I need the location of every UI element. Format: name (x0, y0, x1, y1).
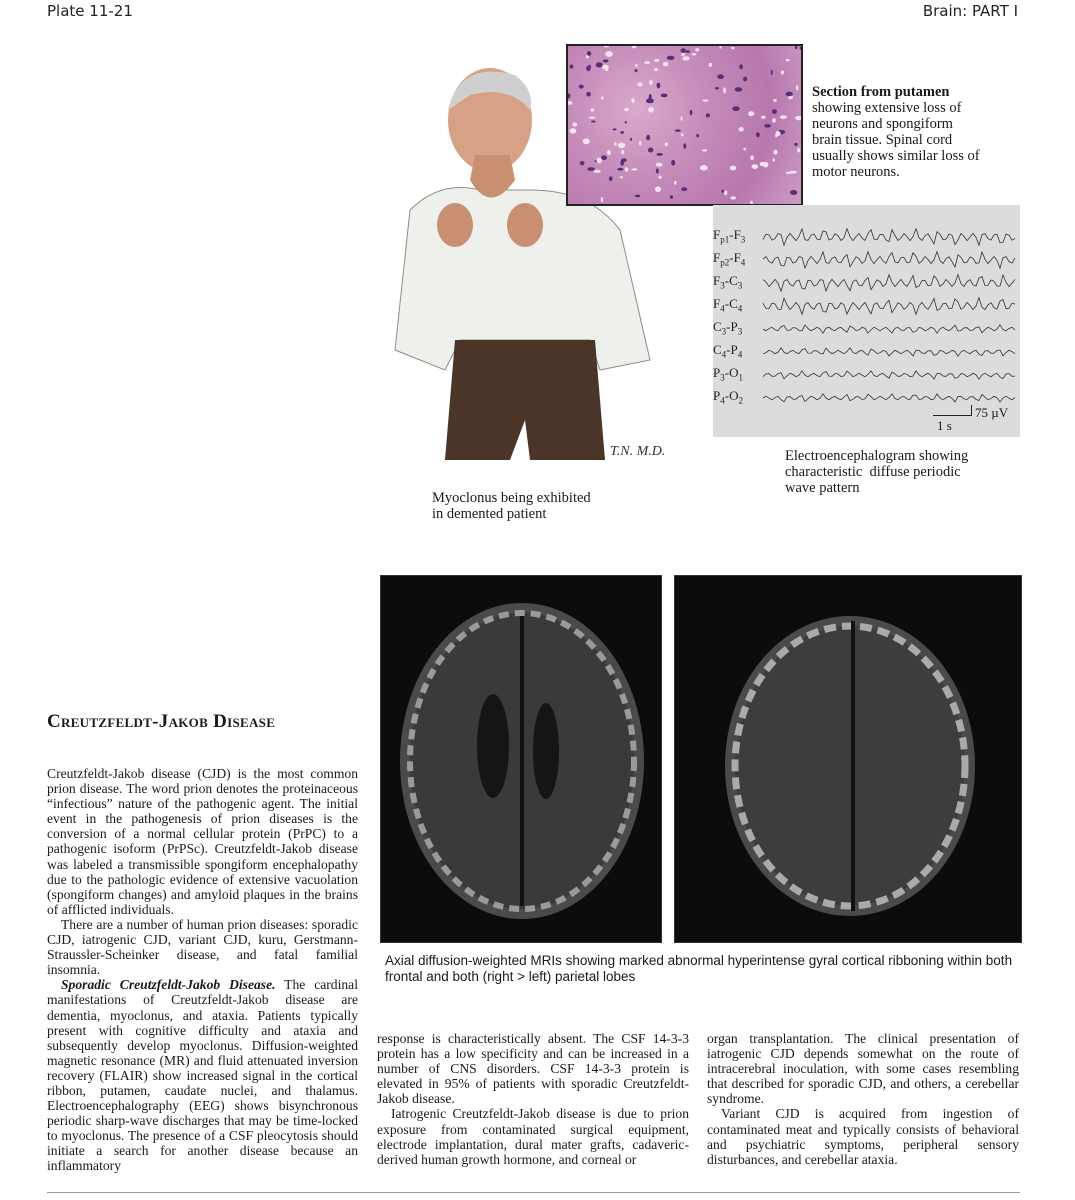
cell-mark (780, 115, 787, 119)
cell-mark (605, 51, 613, 57)
eeg-channel-label (713, 227, 745, 245)
cell-mark (667, 56, 675, 60)
article-title: Creutzfeldt-Jakob Disease (47, 711, 276, 732)
eeg-label-part: 3 (740, 234, 746, 245)
cell-mark (569, 65, 573, 69)
cell-mark (702, 149, 707, 151)
cell-mark (579, 85, 584, 89)
cell-mark (750, 201, 753, 204)
eeg-channel-label (713, 296, 742, 314)
cell-mark (635, 64, 638, 67)
iatrogenic-paragraph: Iatrogenic Creutzfeldt-Jakob disease is due to prion exposure from contaminated surgical equipment, electrode implantation, dural mater grafts, cadaveric-derived human growth hormone, and corneal or (377, 1106, 689, 1167)
cell-mark (682, 56, 689, 60)
eeg-trace (763, 298, 1015, 315)
cell-mark (681, 116, 683, 120)
eeg-label-part: P (713, 388, 721, 403)
eeg-label-part: -C (724, 273, 738, 288)
cell-mark (583, 138, 590, 144)
eeg-label-part: -P (726, 319, 738, 334)
cell-mark (789, 171, 797, 174)
cell-mark (639, 141, 641, 146)
cell-mark (686, 50, 690, 53)
cell-mark (772, 158, 774, 161)
cell-mark (655, 186, 661, 191)
cell-mark (739, 127, 744, 131)
cell-mark (656, 168, 659, 173)
eeg-label-part: p2 (720, 257, 730, 268)
histology-caption-title: Section from putamen (812, 84, 950, 100)
eeg-label-part: -P (726, 342, 738, 357)
eeg-label-part: P (713, 365, 721, 380)
cell-mark (772, 109, 777, 114)
cell-mark (781, 70, 784, 74)
cell-mark (735, 87, 743, 92)
cell-mark (601, 96, 604, 99)
cell-mark (593, 170, 600, 173)
cell-mark (656, 163, 663, 167)
cell-mark (795, 46, 798, 49)
cell-mark (659, 175, 662, 178)
cell-mark (756, 132, 760, 137)
csf-paragraph: response is characteristically absent. The CSF 14-3-3 protein has a low specificity and can be increased in a number of CNS disorders. CSF 14-3-3 protein is elevated in 95% of patients with sporadic Creutzfeldt-Jakob disease. (377, 1031, 689, 1107)
cell-mark (646, 135, 650, 140)
eeg-caption-2: characteristic diffuse periodic (785, 464, 961, 480)
cell-mark (761, 116, 766, 119)
cell-mark (706, 113, 710, 117)
cell-mark (609, 176, 613, 181)
eeg-trace (763, 229, 1015, 246)
cell-mark (624, 108, 629, 111)
mri-image-left (380, 575, 662, 943)
histology-caption: showing extensive loss of neurons and spongiform brain tissue. Spinal cord usually shows similar loss of motor neurons. (812, 100, 980, 180)
cell-mark (764, 124, 771, 128)
eeg-trace (763, 348, 1015, 356)
cell-mark (790, 190, 797, 195)
cell-mark (772, 118, 775, 122)
cell-mark (617, 168, 623, 171)
patient-caption-1: Myoclonus being exhibited (432, 490, 591, 506)
eeg-amp-scale-bar (971, 405, 972, 416)
cell-mark (580, 161, 585, 165)
cell-mark (786, 59, 790, 61)
cell-mark (715, 87, 719, 89)
cell-mark (632, 46, 637, 48)
cell-mark (797, 148, 800, 153)
eeg-label-part: 4 (720, 303, 725, 314)
cell-mark (586, 92, 591, 97)
eeg-trace (763, 394, 1015, 402)
sporadic-heading: Sporadic Creutzfeldt-Jakob Disease. (61, 977, 276, 993)
cell-mark (591, 121, 595, 123)
cell-mark (648, 107, 654, 112)
cell-mark (692, 53, 697, 56)
eeg-label-part: C (713, 319, 722, 334)
cell-mark (621, 150, 624, 154)
cell-mark (630, 138, 632, 141)
eeg-time-scale-bar (933, 415, 971, 416)
plate-number: Plate 11-21 (47, 2, 133, 20)
cell-mark (690, 110, 693, 116)
eeg-label-part: 3 (721, 326, 727, 337)
cell-mark (603, 59, 609, 62)
eeg-channel-label (713, 388, 743, 406)
cell-mark (596, 157, 602, 163)
mri-caption: Axial diffusion-weighted MRIs showing marked abnormal hyperintense gyral cortical ribboning within both frontal and both (right > left) parietal lobes (385, 953, 1013, 984)
cell-mark (743, 77, 747, 82)
eeg-channel-label (713, 250, 745, 268)
cell-mark (596, 62, 603, 67)
eeg-label-part: 3 (737, 326, 743, 337)
cell-mark (751, 164, 758, 169)
cell-mark (602, 65, 609, 70)
cell-mark (648, 147, 653, 152)
cell-mark (681, 48, 686, 53)
cell-mark (732, 106, 739, 111)
cell-mark (683, 143, 686, 149)
cell-mark (665, 142, 669, 146)
cell-mark (743, 148, 746, 151)
cell-mark (568, 101, 572, 105)
cell-mark (695, 48, 699, 51)
cell-mark (703, 99, 709, 101)
variant-paragraph: Variant CJD is acquired from ingestion of contaminated meat and typically consists of behavioral and psychiatric symptoms, peripheral sensory disturbances, and cerebellar ataxia. (707, 1106, 1019, 1167)
cell-mark (709, 63, 713, 67)
eeg-label-part: 3 (737, 280, 743, 291)
artist-signature: T.N. M.D. (610, 444, 666, 459)
cell-mark (620, 176, 623, 178)
eeg-label-part: 4 (737, 349, 743, 360)
cell-mark (670, 195, 673, 199)
cell-mark (601, 197, 603, 202)
cell-mark (569, 128, 576, 133)
cell-mark (674, 181, 677, 185)
cell-mark (637, 82, 642, 86)
cell-mark (773, 150, 777, 155)
cell-mark (794, 143, 797, 146)
cell-mark (613, 128, 617, 130)
cell-mark (614, 142, 617, 145)
prion-types-paragraph: There are a number of human prion diseases: sporadic CJD, iatrogenic CJD, variant CJD, kuru, Gerstmann-Straussler-Scheinker disease, and fatal familial insomnia. (47, 916, 358, 978)
cell-mark (654, 59, 659, 62)
eeg-label-part: F (713, 273, 721, 288)
cell-mark (649, 80, 653, 85)
cell-mark (603, 46, 609, 47)
eeg-channel-label (713, 319, 742, 337)
eeg-trace (763, 371, 1015, 379)
cell-mark (675, 129, 681, 131)
eeg-label-part: F (713, 296, 721, 311)
eeg-label-part: 2 (738, 395, 743, 406)
cell-mark (681, 187, 687, 191)
eeg-label-part: p1 (720, 234, 730, 245)
cell-mark (587, 51, 591, 56)
eeg-label-part: 4 (721, 349, 727, 360)
section-title: Brain: PART I (922, 2, 1018, 20)
cell-mark (635, 195, 641, 198)
eeg-trace (763, 325, 1015, 333)
cell-mark (731, 47, 734, 49)
mri-image-right (674, 575, 1022, 943)
cell-mark (795, 116, 801, 120)
cell-mark (661, 93, 668, 97)
cell-mark (739, 64, 743, 69)
intro-paragraph: Creutzfeldt-Jakob disease (CJD) is the most common prion disease. The word prion denotes the proteinaceous “infectious” nature of the pathogenic agent. The initial event in the pathogenesis of prion diseases is the conversion of a normal cellular protein (PrPC) to a pathogenic isoform (PrPSc). Creutzfeldt-Jakob disease was labeled a transmissible spongiform encephalopathy due to the pathologic evidence of extensive vacuolation (spongiform changes) and amyloid plaques in the brains of afflicted individuals. (47, 766, 358, 917)
histology-image (566, 44, 803, 206)
cell-mark (646, 98, 654, 103)
eeg-label-part: 3 (720, 372, 725, 383)
eeg-channel-label (713, 342, 742, 360)
eeg-label-part: -O (724, 365, 739, 380)
cell-mark (621, 158, 627, 162)
eeg-label-part: F (713, 227, 721, 242)
cell-mark (760, 162, 766, 166)
cell-mark (748, 111, 754, 116)
eeg-time-scale: 1 s (937, 418, 952, 433)
patient-caption-2: in demented patient (432, 506, 547, 522)
cell-mark (654, 68, 658, 71)
cell-mark (657, 83, 661, 89)
footer-rule (47, 1192, 1020, 1193)
cell-mark (607, 150, 611, 155)
cell-mark (631, 98, 634, 103)
cell-mark (587, 167, 595, 171)
cell-mark (635, 69, 638, 72)
cell-mark (601, 155, 607, 160)
eeg-label-part: 4 (740, 257, 746, 268)
eeg-label-part: -F (729, 227, 741, 242)
cell-mark (625, 167, 629, 171)
eeg-caption-1: Electroencephalogram showing (785, 448, 969, 464)
cell-mark (730, 196, 736, 199)
iatrogenic-continued-paragraph: organ transplantation. The clinical presentation of iatrogenic CJD depends somewhat on the route of intracerebral inoculation, with some cases resembling that described for sporadic CJD, and others, a cerebellar syndrome. (707, 1031, 1019, 1107)
cell-mark (625, 121, 627, 123)
cell-mark (572, 122, 577, 126)
cell-mark (589, 117, 596, 119)
cell-mark (663, 62, 668, 67)
cell-mark (723, 87, 726, 93)
cell-mark (721, 190, 724, 193)
cell-mark (591, 108, 594, 112)
cell-mark (644, 61, 650, 64)
cell-mark (719, 46, 721, 49)
cell-mark (775, 131, 780, 136)
eeg-trace (763, 275, 1015, 292)
cell-mark (730, 166, 736, 171)
cell-mark (796, 85, 798, 90)
eeg-label-part: -C (724, 296, 738, 311)
cell-mark (771, 70, 773, 75)
cell-mark (800, 47, 801, 50)
eeg-panel (713, 205, 1020, 437)
cell-mark (786, 92, 793, 97)
cell-mark (618, 142, 625, 148)
cell-mark (589, 65, 591, 70)
eeg-label-part: -F (729, 250, 741, 265)
eeg-caption-3: wave pattern (785, 480, 860, 496)
cell-mark (656, 153, 662, 156)
cell-mark (717, 74, 724, 79)
eeg-label-part: 4 (720, 395, 725, 406)
eeg-channel-label (713, 365, 743, 383)
sporadic-text: The cardinal manifestations of Creutzfeldt-Jakob disease are dementia, myoclonus, and ataxia. Patients typically present with cognitive difficulty and ataxia and subsequently develop myoclonus. Diffusion-weighted magnetic resonance (MR) and fluid attenuated inversion recovery (FLAIR) show increased signal in the cortical ribbon, putamen, caudate nuclei, and thalamus. Electroencephalography (EEG) shows bisynchronous periodic sharp-wave discharges that may be time-locked to myoclonus. The presence of a CSF pleocytosis should initiate a search for another disease because an inflammatory (47, 977, 358, 1174)
eeg-traces (713, 205, 1020, 437)
eeg-channel-label (713, 273, 742, 291)
cell-mark (724, 190, 727, 195)
eeg-label-part: 3 (720, 280, 725, 291)
cell-mark (696, 134, 699, 138)
cell-mark (586, 55, 589, 58)
eeg-label-part: C (713, 342, 722, 357)
cell-mark (773, 99, 776, 102)
eeg-amp-scale: 75 µV (975, 405, 1009, 420)
cell-mark (631, 168, 637, 170)
sporadic-paragraph (47, 977, 358, 1173)
cell-mark (620, 131, 624, 134)
eeg-label-part: 4 (737, 303, 743, 314)
cell-mark (700, 165, 708, 171)
eeg-label-part: 1 (738, 372, 743, 383)
eeg-label-part: -O (724, 388, 739, 403)
cell-mark (681, 133, 684, 136)
eeg-trace (763, 252, 1015, 269)
cell-mark (671, 160, 675, 166)
cell-mark (750, 156, 754, 160)
neuron-stain-pattern (568, 46, 801, 204)
cell-mark (568, 93, 570, 98)
eeg-label-part: F (713, 250, 721, 265)
